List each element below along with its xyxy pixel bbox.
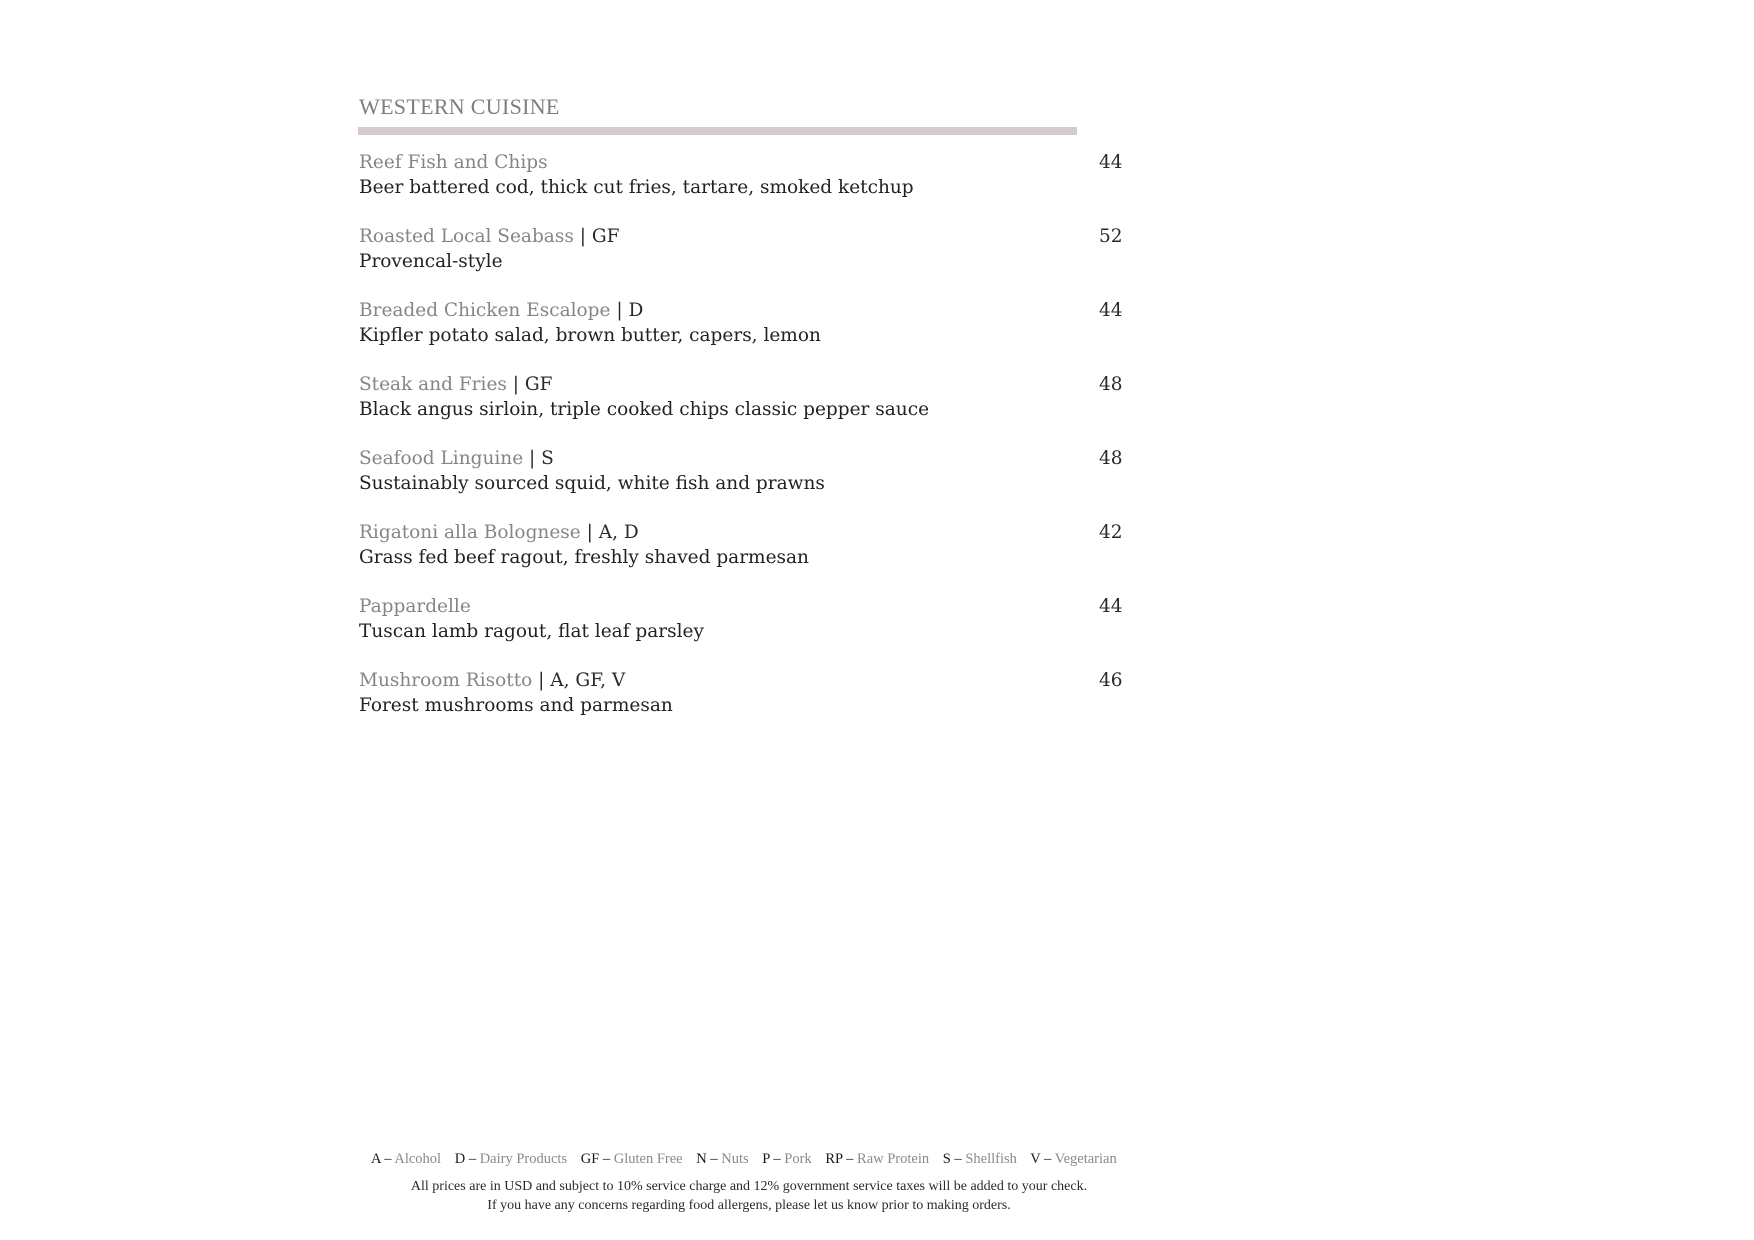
legend-label: Vegetarian (1054, 1151, 1117, 1167)
menu-item (359, 446, 1129, 520)
item-price: 44 (1099, 300, 1123, 321)
menu-item (359, 520, 1129, 594)
item-description: Forest mushrooms and parmesan (359, 695, 673, 716)
item-description: Black angus sirloin, triple cooked chips classic pepper sauce (359, 399, 930, 420)
item-price: 42 (1099, 522, 1123, 543)
section-divider (358, 127, 1077, 135)
item-tags: | A, D (580, 522, 639, 543)
legend-label: Alcohol (394, 1151, 442, 1167)
legend-code: P (762, 1151, 770, 1167)
item-description: Beer battered cod, thick cut fries, tartare, smoked ketchup (359, 177, 914, 198)
item-price: 52 (1099, 226, 1123, 247)
legend-code: S (942, 1151, 951, 1167)
item-description: Tuscan lamb ragout, flat leaf parsley (359, 621, 704, 642)
section-title: WESTERN CUISINE (359, 94, 560, 119)
item-price: 44 (1099, 152, 1123, 173)
legend-entry: GF – Gluten Free (580, 1151, 683, 1167)
legend-entry: RP – Raw Protein (825, 1151, 930, 1167)
legend-label: Shellfish (965, 1151, 1017, 1167)
item-tags: | D (610, 300, 644, 321)
legend-label: Gluten Free (613, 1151, 683, 1167)
footer-pricing-note: All prices are in USD and subject to 10% service charge and 12% government service taxes will be added to your check. (410, 1179, 1088, 1194)
item-name: Rigatoni alla Bolognese (359, 522, 581, 543)
item-price: 46 (1099, 670, 1123, 691)
item-name: Mushroom Risotto (359, 670, 533, 691)
menu-item (359, 668, 1129, 742)
legend-code: V (1030, 1151, 1041, 1167)
item-tags: | GF (573, 226, 620, 247)
item-tags: | S (523, 448, 554, 469)
footer-note (359, 1177, 1139, 1215)
legend-label: Raw Protein (857, 1151, 930, 1167)
legend-entry: V – Vegetarian (1030, 1151, 1117, 1167)
item-description: Kipfler potato salad, brown butter, capers, lemon (359, 325, 821, 346)
allergen-legend (371, 1151, 1127, 1168)
menu-list (359, 150, 1129, 742)
item-tags: | A, GF, V (532, 670, 626, 691)
legend-label: Nuts (721, 1151, 749, 1167)
item-description: Provencal-style (359, 251, 503, 272)
legend-label: Dairy Products (479, 1151, 568, 1167)
item-tags: | GF (506, 374, 553, 395)
item-price: 48 (1099, 448, 1123, 469)
item-name: Pappardelle (359, 596, 471, 617)
menu-item (359, 150, 1129, 224)
legend-code: A (371, 1151, 381, 1167)
item-name: Seafood Linguine (359, 448, 524, 469)
footer-allergen-note: If you have any concerns regarding food allergens, please let us know prior to making orders. (487, 1198, 1011, 1213)
item-name: Breaded Chicken Escalope (359, 300, 611, 321)
legend-code: RP (825, 1151, 843, 1167)
legend-entry: S – Shellfish (942, 1151, 1017, 1167)
item-name: Steak and Fries (359, 374, 507, 395)
legend-entry: N – Nuts (696, 1151, 749, 1167)
legend-label: Pork (784, 1151, 812, 1167)
legend-entry: D – Dairy Products (454, 1151, 568, 1167)
legend-entry: A – Alcohol (371, 1151, 442, 1167)
legend-code: N (696, 1151, 707, 1167)
legend-code: D (454, 1151, 466, 1167)
item-price: 44 (1099, 596, 1123, 617)
menu-item (359, 224, 1129, 298)
legend-code: GF (580, 1151, 600, 1167)
menu-item (359, 594, 1129, 668)
legend-entry: P – Pork (762, 1151, 812, 1167)
item-name: Roasted Local Seabass (359, 226, 574, 247)
menu-item (359, 298, 1129, 372)
item-description: Grass fed beef ragout, freshly shaved parmesan (359, 547, 809, 568)
menu-item (359, 372, 1129, 446)
item-description: Sustainably sourced squid, white fish and prawns (359, 473, 825, 494)
item-name: Reef Fish and Chips (359, 152, 548, 173)
item-price: 48 (1099, 374, 1123, 395)
